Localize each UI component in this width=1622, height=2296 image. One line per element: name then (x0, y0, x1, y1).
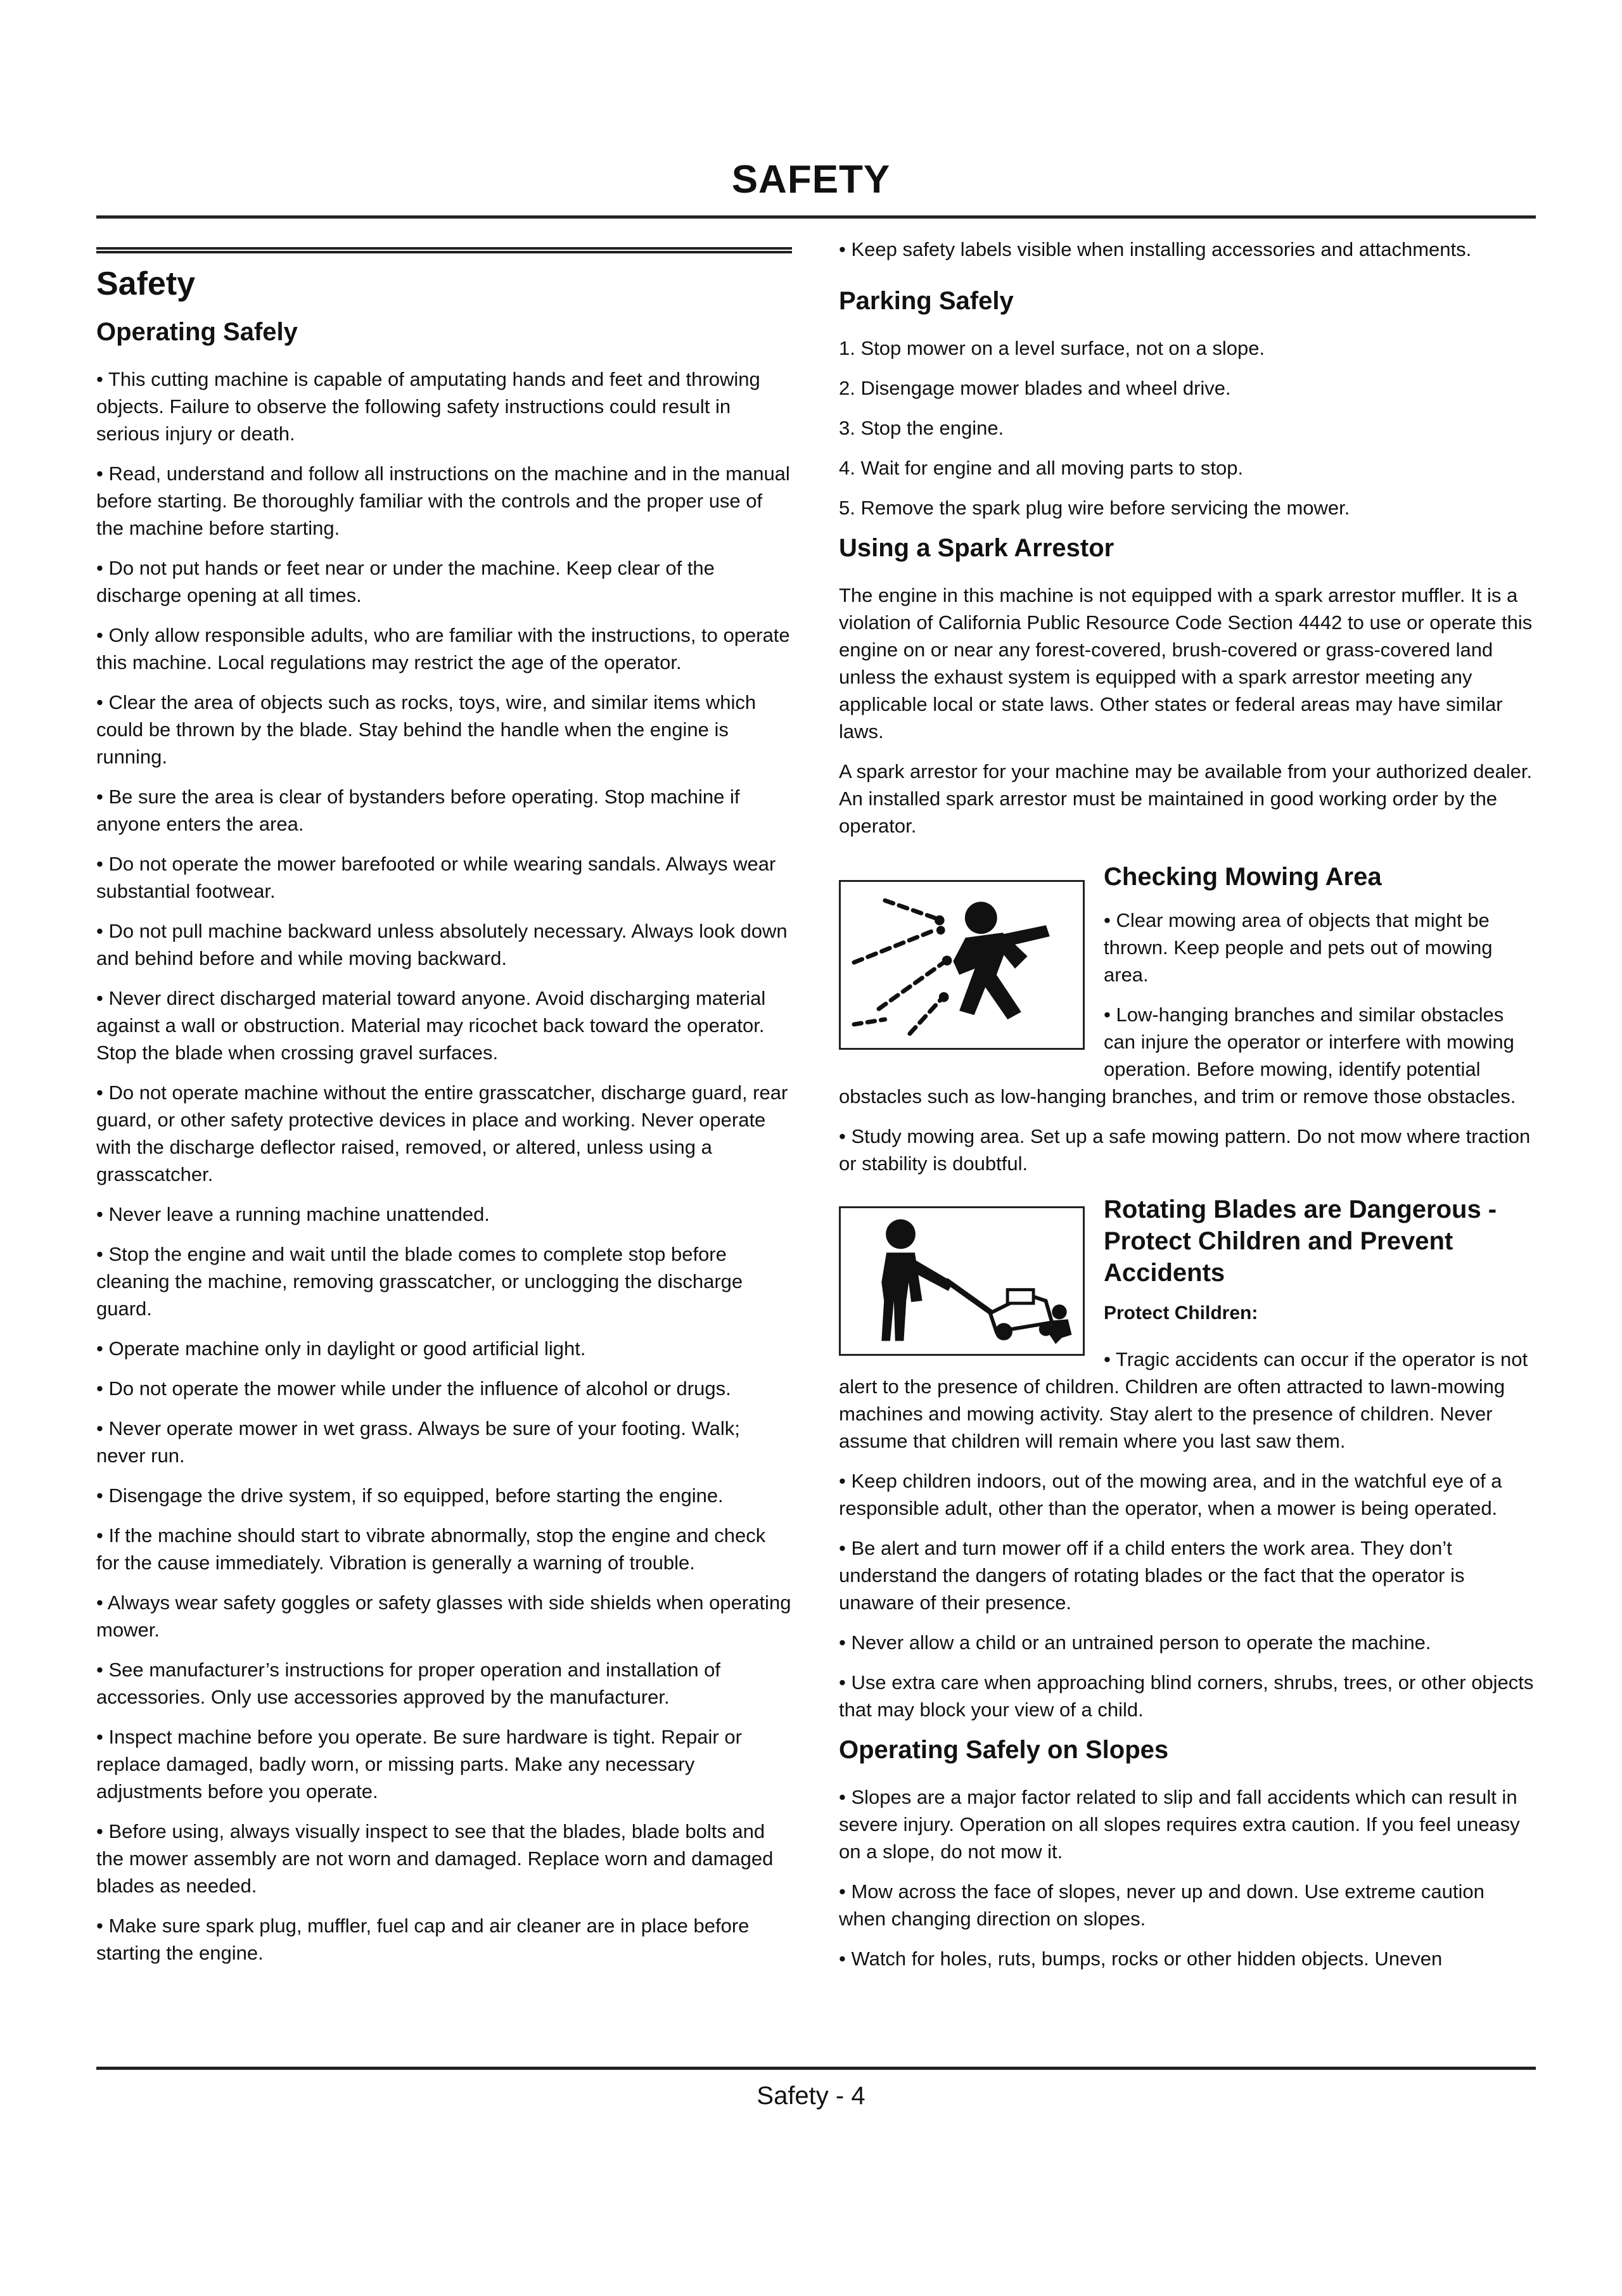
mowing-area-heading: Checking Mowing Area (1104, 863, 1382, 891)
bullet-item: • Disengage the drive system, if so equipped, before starting the engine. (96, 1484, 724, 1507)
blades-paragraph: • Keep children indoors, out of the mowing area, and in the watchful eye of a responsible adult, other than the operator, when a mower is being operated. (839, 1470, 1502, 1519)
spark-arrestor-heading: Using a Spark Arrestor (839, 534, 1114, 562)
bullet-item: • Do not pull machine backward unless absolutely necessary. Always look down and behind before and while moving backward. (96, 920, 788, 969)
bullet-item: • Clear the area of objects such as rocks, toys, wire, and similar items which could be thrown by the blade. Stay behind the handle when the engine is running. (96, 691, 757, 768)
bullet-item: • Always wear safety goggles or safety glasses with side shields when operating mower. (96, 1591, 791, 1641)
left-column (96, 253, 792, 1979)
blades-paragraph: • Never allow a child or an untrained person to operate the machine. (839, 1631, 1431, 1654)
footer-rule (96, 2067, 1536, 2070)
blades-paragraph: • Use extra care when approaching blind corners, shrubs, trees, or other objects that may block your view of a child. (839, 1671, 1534, 1721)
rotating-blades-heading: Rotating Blades are Dangerous - Protect Children and Prevent Accidents (1104, 1196, 1497, 1287)
operating-safely-heading: Operating Safely (96, 318, 298, 346)
bullet-item: • Never leave a running machine unattended. (96, 1203, 490, 1225)
spark-paragraph: A spark arrestor for your machine may be available from your authorized dealer. An installed spark arrestor must be maintained in good working order by the operator. (839, 760, 1533, 837)
bullet-item: • Do not operate machine without the entire grasscatcher, discharge guard, rear guard, or other safety protective devices in place and working. Never operate with the discharge deflector raised, removed, or altered, unless using a grasscatcher. (96, 1081, 788, 1185)
slopes-paragraph: • Watch for holes, ruts, bumps, rocks or other hidden objects. Uneven (839, 1948, 1443, 1970)
parking-step: 1. Stop mower on a level surface, not on a slope. (839, 337, 1265, 359)
bullet-item: • Inspect machine before you operate. Be sure hardware is tight. Repair or replace damaged, badly worn, or missing parts. Make any necessary adjustments before you operate. (96, 1726, 742, 1802)
bullet-item: • Never operate mower in wet grass. Always be sure of your footing. Walk; never run. (96, 1417, 740, 1467)
bullet-item: • Do not put hands or feet near or under the machine. Keep clear of the discharge opening at all times. (96, 557, 715, 606)
protect-children-subheading: Protect Children: (1104, 1303, 1258, 1323)
slopes-paragraph: • Mow across the face of slopes, never up and down. Use extreme caution when changing direction on slopes. (839, 1880, 1485, 1930)
bullet-item: • Make sure spark plug, muffler, fuel cap and air cleaner are in place before starting the engine. (96, 1915, 750, 1964)
child-near-mower-illustration (839, 1206, 1085, 1356)
section-title: Safety (96, 265, 196, 302)
parking-heading: Parking Safely (839, 287, 1014, 315)
bullet-item: • See manufacturer’s instructions for proper operation and installation of accessories. Only use accessories approved by the manufacturer. (96, 1659, 721, 1708)
header-rule (96, 215, 1536, 219)
bullet-item: • Be sure the area is clear of bystanders before operating. Stop machine if anyone enters the area. (96, 786, 740, 835)
page-footer: Safety - 4 (757, 2082, 865, 2110)
intro-bullet: • Keep safety labels visible when installing accessories and attachments. (839, 238, 1472, 260)
mower-child-icon (841, 1208, 1083, 1354)
blades-paragraph: • Be alert and turn mower off if a child enters the work area. They don’t understand the dangers of rotating blades or the fact that the operator is unaware of their presence. (839, 1537, 1465, 1614)
parking-step: 2. Disengage mower blades and wheel drive. (839, 377, 1231, 399)
blades-paragraph: • Tragic accidents can occur if the operator is not alert to the presence of children. Children are often attracted to lawn-mowing machines and mowing activity. Stay alert to the presence of children. Never assume that children will remain where you last saw them. (839, 1348, 1528, 1452)
bullet-item: • Operate machine only in daylight or good artificial light. (96, 1337, 586, 1360)
bullet-item: • If the machine should start to vibrate abnormally, stop the engine and check for the cause immediately. Vibration is generally a warning of trouble. (96, 1524, 766, 1574)
slopes-paragraph: • Slopes are a major factor related to slip and fall accidents which can result in severe injury. Operation on all slopes requires extra caution. If you feel uneasy on a slope, do not mow it. (839, 1786, 1520, 1863)
bullet-item: • This cutting machine is capable of amputating hands and feet and throwing objects. Failure to observe the following safety instructions could result in serious injury or death. (96, 368, 760, 445)
right-column (839, 236, 1536, 1985)
bullet-item: • Do not operate the mower while under the influence of alcohol or drugs. (96, 1377, 731, 1400)
bullet-item: • Before using, always visually inspect to see that the blades, blade bolts and the mower assembly are not worn and damaged. Replace worn and damaged blades as needed. (96, 1820, 774, 1897)
thrown-objects-icon (841, 882, 1083, 1048)
bullet-item: • Only allow responsible adults, who are familiar with the instructions, to operate this machine. Local regulations may restrict the age of the operator. (96, 624, 790, 673)
bullet-item: • Read, understand and follow all instructions on the machine and in the manual before starting. Be thoroughly familiar with the controls and the proper use of the machine before starting. (96, 462, 790, 539)
parking-step: 5. Remove the spark plug wire before servicing the mower. (839, 497, 1350, 519)
bullet-item: • Never direct discharged material toward anyone. Avoid discharging material against a wall or obstruction. Material may ricochet back toward the operator. Stop the blade when crossing gravel surfaces. (96, 987, 766, 1064)
slopes-heading: Operating Safely on Slopes (839, 1736, 1169, 1764)
bullet-item: • Do not operate the mower barefooted or while wearing sandals. Always wear substantial footwear. (96, 853, 776, 902)
thrown-objects-warning-illustration (839, 880, 1085, 1050)
parking-step: 4. Wait for engine and all moving parts to stop. (839, 457, 1244, 479)
spark-paragraph: The engine in this machine is not equipped with a spark arrestor muffler. It is a violation of California Public Resource Code Section 4442 to use or operate this engine on or near any forest-covered, brush-covered or grass-covered land unless the exhaust system is equipped with a spark arrestor meeting any applicable local or state laws. Other states or federal areas may have similar laws. (839, 584, 1533, 743)
section-double-rule (96, 247, 792, 253)
mowing-area-paragraph: • Low-hanging branches and similar obstacles can injure the operator or interfere with mowing operation. Before mowing, identify potential obstacles such as low-hanging branches, and trim or remove those obstacles. (839, 1004, 1516, 1107)
parking-step: 3. Stop the engine. (839, 417, 1004, 439)
mowing-area-paragraph: • Clear mowing area of objects that might be thrown. Keep people and pets out of mowing area. (1104, 909, 1493, 986)
bullet-item: • Stop the engine and wait until the blade comes to complete stop before cleaning the machine, removing grasscatcher, or unclogging the discharge guard. (96, 1243, 743, 1320)
mowing-area-paragraph: • Study mowing area. Set up a safe mowing pattern. Do not mow where traction or stability is doubtful. (839, 1125, 1531, 1175)
page-title: SAFETY (731, 158, 891, 201)
